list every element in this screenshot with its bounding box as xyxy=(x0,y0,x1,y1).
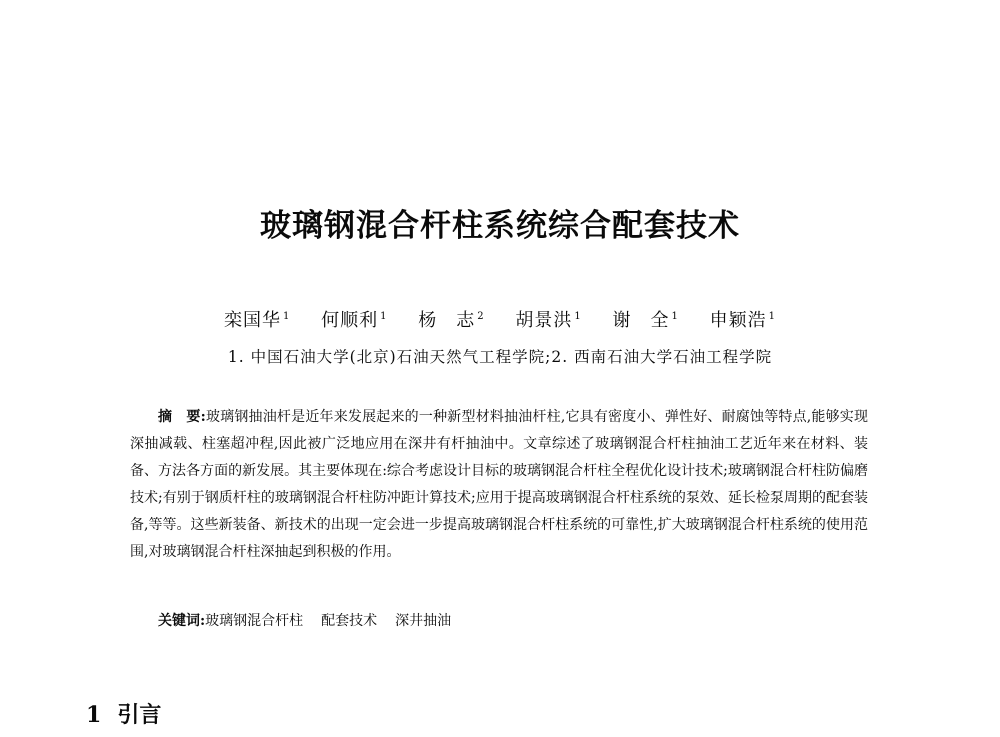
author xyxy=(418,306,484,332)
affiliations: 1. 中国石油大学(北京)石油天然气工程学院;2. 西南石油大学石油工程学院 xyxy=(227,348,773,366)
keyword: 深井抽油 xyxy=(395,613,452,629)
abstract-text: 玻璃钢抽油杆是近年来发展起来的一种新型材料抽油杆柱,它具有密度小、弹性好、耐腐蚀等特点,能够实现深抽减载、柱塞超冲程,因此被广泛地应用在深井有杆抽油中。文章综述了玻璃钢混合杆柱抽油工艺近年来在材料、装备、方法各方面的新发展。其主要体现在:综合考虑设计目标的玻璃钢混合杆柱全程优化设计技术;玻璃钢混合杆柱防偏磨技术;有别于钢质杆柱的玻璃钢混合杆柱防冲距计算技术;应用于提高玻璃钢混合杆柱系统的泵效、延长检泵周期的配套装备,等等。这些新装备、新技术的出现一定会进一步提高玻璃钢混合杆柱系统的可靠性,扩大玻璃钢混合杆柱系统的使用范围,对玻璃钢混合杆柱深抽起到积极的作用。 xyxy=(130,409,869,560)
author-affiliation-mark: 1 xyxy=(380,311,388,322)
author xyxy=(612,306,678,332)
author xyxy=(710,306,776,332)
author-name: 胡景洪 xyxy=(515,310,573,331)
section-title: 引言 xyxy=(117,702,162,728)
paper-title: 玻璃钢混合杆柱系统综合配套技术 xyxy=(260,208,740,244)
author-name: 杨 志 xyxy=(418,310,476,331)
author-name: 谢 全 xyxy=(612,310,670,331)
author-affiliation-mark: 1 xyxy=(671,311,679,322)
author-name: 申颖浩 xyxy=(709,310,767,331)
section-number: 1 xyxy=(86,702,102,728)
abstract-label: 摘 要: xyxy=(158,409,206,425)
author-name: 何顺利 xyxy=(321,310,379,331)
author-name: 栾国华 xyxy=(224,310,282,331)
author-list xyxy=(0,306,1000,332)
author xyxy=(515,306,581,332)
keyword: 玻璃钢混合杆柱 xyxy=(205,613,304,629)
author-affiliation-mark: 1 xyxy=(574,311,582,322)
abstract xyxy=(130,404,868,566)
author-affiliation-mark: 1 xyxy=(283,311,291,322)
keyword: 配套技术 xyxy=(321,613,378,629)
author xyxy=(321,306,387,332)
keywords xyxy=(158,608,858,635)
author-affiliation-mark: 1 xyxy=(768,311,776,322)
section-heading xyxy=(86,698,161,729)
keywords-label: 关键词: xyxy=(158,613,206,629)
author-affiliation-mark: 2 xyxy=(477,311,485,322)
author xyxy=(224,306,290,332)
